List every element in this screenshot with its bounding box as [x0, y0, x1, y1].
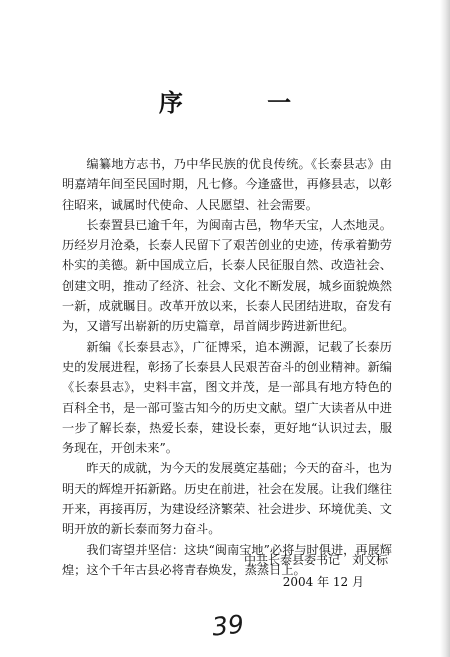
paragraph-2: 长泰置县已逾千年，为闽南古邑，物华天宝，人杰地灵。历经岁月沧桑，长泰人民留下了艰苦创业的史迹，传承着勤劳朴实的美德。新中国成立后，长泰人民征服自然、改造社会、创建文明，推动了经济、社会、文化不断发展，城乡面貌焕然一新，成就瞩目。改革开放以来，长泰人民团结进取，奋发有为，又谱写出崭新的历史篇章，昂首阔步跨进新世纪。 — [62, 217, 392, 334]
paragraph-1: 编纂地方志书，乃中华民族的优良传统。《长泰县志》由明嘉靖年间至民国时期，凡七修。今逢盛世，再修县志，以彰往昭来，诚属时代使命、人民愿望、社会需要。 — [62, 157, 392, 212]
paragraph-4: 昨天的成就，为今天的发展奠定基础；今天的奋斗，也为明天的辉煌开拓新路。历史在前进，社会在发展。让我们继往开来，再接再厉，为建设经济繁荣、社会进步、环境优美、文明开放的新长泰而努力奋斗。 — [62, 461, 392, 537]
page-title: 序 一 — [158, 88, 330, 117]
paragraph-5: 我们寄望并坚信：这块“闽南宝地”必将与时俱进，再展辉煌；这个千年古县必将青春焕发，蒸蒸日上。 — [62, 542, 392, 577]
preface-body — [62, 154, 392, 580]
paragraph-3: 新编《长泰县志》，广征博采，追本溯源，记载了长泰历史的发展进程，彰扬了长泰县人民艰苦奋斗的创业精神。新编《长泰县志》，史料丰富，图文并茂，是一部具有地方特色的百科全书，是一部可鉴古知今的历史文献。望广大读者从中进一步了解长泰，热爱长泰，建设长泰，更好地“认识过去，服务现在，开创未来”。 — [62, 339, 392, 456]
handwritten-page-number: 39 — [210, 609, 246, 642]
signature-date: 2004 年 12 月 — [282, 575, 364, 589]
signature-name: 中共长泰县委书记 刘文标 — [243, 553, 388, 567]
